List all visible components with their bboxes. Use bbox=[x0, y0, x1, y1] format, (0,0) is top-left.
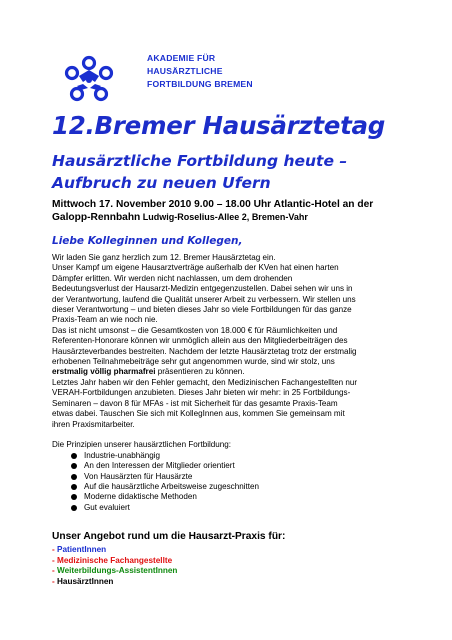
event-details bbox=[52, 198, 422, 224]
offer-heading: Unser Angebot rund um die Hausarzt-Praxis für: bbox=[52, 531, 286, 542]
principle-item: Moderne didaktische Methoden bbox=[71, 492, 432, 502]
letter-body bbox=[52, 253, 432, 513]
principle-item: Industrie-unabhängig bbox=[71, 451, 432, 461]
subtitle-line: Aufbruch zu neuen Ufern bbox=[52, 174, 271, 192]
offer-list bbox=[52, 545, 177, 587]
document-subtitle bbox=[52, 150, 347, 194]
paragraph-line: Dämpfer erlitten. Wir werden nicht nachlassen, um dem drohenden bbox=[52, 273, 293, 283]
paragraph-line: erstmalig völlig pharmafrei präsentieren zu können. bbox=[52, 367, 245, 377]
document-title: 12.Bremer Hausärztetag bbox=[52, 111, 385, 140]
offer-item: - HausärztInnen bbox=[52, 576, 114, 586]
academy-logo-icon bbox=[57, 50, 121, 110]
event-venue: Galopp-Rennbahn bbox=[52, 212, 141, 223]
pharma-free-emphasis: erstmalig völlig pharmafrei bbox=[52, 367, 156, 377]
paragraph-line: Seminaren – davon 8 für MFAs - ist mit Sicherheit für das gesamte Praxis-Team bbox=[52, 398, 338, 408]
principle-item: Von Hausärzten für Hausärzte bbox=[71, 472, 432, 482]
subtitle-line: Hausärztliche Fortbildung heute – bbox=[52, 152, 348, 170]
org-line: AKADEMIE FÜR bbox=[147, 53, 216, 63]
paragraph-line: Letztes Jahr haben wir den Fehler gemacht, den Medizinischen Fachangestellten nur bbox=[52, 377, 358, 387]
org-line: HAUSÄRZTLICHE bbox=[147, 66, 223, 76]
paragraph-line: Unser Kampf um eigene Hausarztverträge außerhalb der KVen hat einen harten bbox=[52, 263, 339, 273]
paragraph-line: der Verantwortung, laufend die Qualität unserer Arbeit zu verbessern. Wir stellen uns bbox=[52, 294, 356, 304]
paragraph-line: Hausärzteverbandes bestreiten. Nachdem der letzte Hausärztetag trotz der erstmalig bbox=[52, 346, 357, 356]
paragraph-line: dieser Verantwortung – und bieten dieses Jahr so viele Fortbildungen für das ganze bbox=[52, 305, 352, 315]
org-line: FORTBILDUNG BREMEN bbox=[147, 79, 253, 89]
paragraph-line: VERAH-Fortbildungen anzubieten. Dieses Jahr bieten wir mehr: in 25 Fortbildungs- bbox=[52, 388, 351, 398]
principle-item: Gut evaluiert bbox=[71, 503, 432, 513]
paragraph-line: etwas dabei. Tauschen Sie sich mit KollegInnen aus, kommen Sie gemeinsam mit bbox=[52, 409, 345, 419]
paragraph-line: Wir laden Sie ganz herzlich zum 12. Bremer Hausärztetag ein. bbox=[52, 253, 276, 262]
paragraph-line: erhobenen Teilnahmebeiträge sehr gut angenommen wurde, sind wir stolz, uns bbox=[52, 357, 335, 367]
intro-paragraph bbox=[52, 253, 432, 430]
principle-item: Auf die hausärztliche Arbeitsweise zugeschnitten bbox=[71, 482, 432, 492]
principles-intro: Die Prinzipien unserer hausärztlichen Fortbildung: bbox=[52, 440, 232, 450]
paragraph-line: Referenten-Honorare können wir unmöglich allein aus den Mitgliederbeiträgen des bbox=[52, 336, 348, 346]
offer-item: - Medizinische Fachangestellte bbox=[52, 555, 173, 565]
paragraph-line: Bedeutungsverlust der Hausarzt-Medizin entgegenzustellen. Dabei sehen wir uns in bbox=[52, 284, 353, 294]
principles-list bbox=[52, 451, 432, 513]
paragraph-line: Praxis-Team an wie noch nie. bbox=[52, 315, 158, 325]
greeting: Liebe Kolleginnen und Kollegen, bbox=[52, 235, 243, 247]
paragraph-line: Das ist nicht umsonst – die Gesamtkosten von 18.000 € für Räumlichkeiten und bbox=[52, 325, 338, 335]
offer-item: - PatientInnen bbox=[52, 545, 107, 554]
paragraph-line: ihren Praxismitarbeiter. bbox=[52, 419, 135, 429]
offer-item: - Weiterbildungs-AssistentInnen bbox=[52, 566, 178, 575]
event-address: Ludwig-Roselius-Allee 2, Bremen-Vahr bbox=[140, 212, 308, 222]
principle-item: An den Interessen der Mitglieder orientiert bbox=[71, 461, 432, 471]
organization-name bbox=[147, 52, 253, 91]
event-date-line: Mittwoch 17. November 2010 9.00 – 18.00 Uhr Atlantic-Hotel an der bbox=[52, 199, 374, 210]
